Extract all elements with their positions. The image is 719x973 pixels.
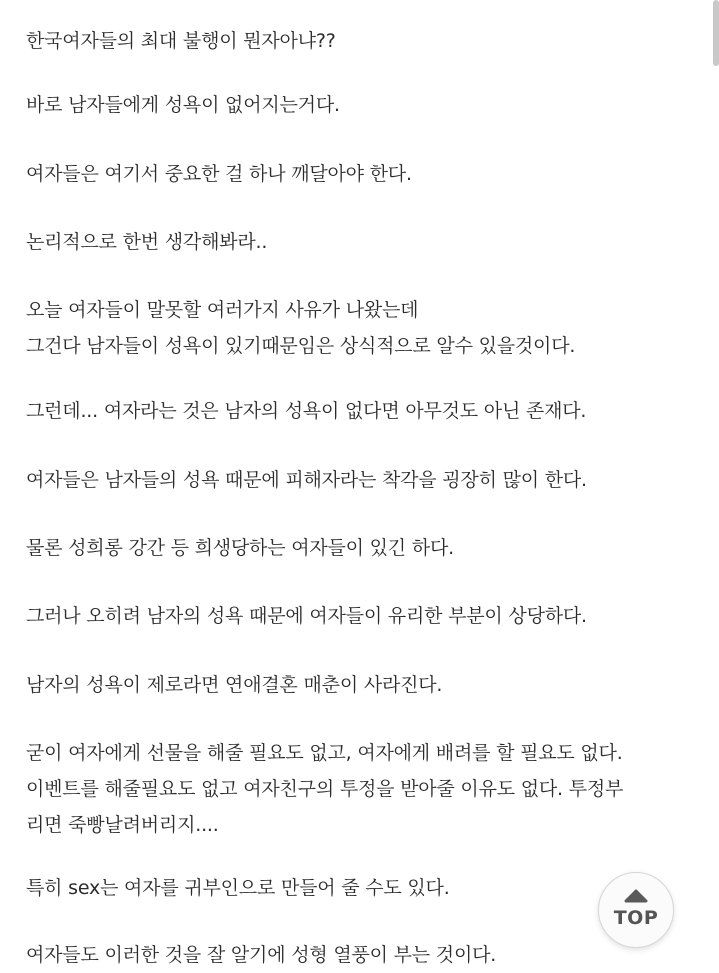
- scroll-to-top-label: TOP: [613, 907, 659, 929]
- paragraph-line: 굳이 여자에게 선물을 해줄 필요도 없고, 여자에게 배려를 할 필요도 없다.: [26, 742, 623, 764]
- paragraph: [26, 598, 587, 634]
- paragraph-line: 오늘 여자들이 말못할 여러가지 사유가 나왔는데: [26, 299, 419, 321]
- scroll-to-top-button[interactable]: [598, 872, 674, 948]
- paragraph-line: 여자들은 여기서 중요한 걸 하나 깨달아야 한다.: [26, 163, 412, 185]
- paragraph: [26, 224, 267, 260]
- paragraph-line: 그러나 오히려 남자의 성욕 때문에 여자들이 유리한 부분이 상당하다.: [26, 605, 587, 627]
- paragraph: [26, 870, 450, 906]
- paragraph-line: 여자들은 남자들의 성욕 때문에 피해자라는 착각을 굉장히 많이 한다.: [26, 469, 587, 491]
- paragraph: [26, 735, 623, 843]
- paragraph: [26, 23, 336, 59]
- scrollbar-thumb[interactable]: [713, 0, 719, 66]
- paragraph-line: 한국여자들의 최대 불행이 뭔자아냐??: [26, 30, 336, 52]
- paragraph-line: 이벤트를 해줄필요도 없고 여자친구의 투정을 받아줄 이유도 없다. 투정부: [26, 778, 624, 800]
- paragraph: [26, 156, 412, 192]
- paragraph: [26, 667, 442, 703]
- paragraph-line: 특히 sex는 여자를 귀부인으로 만들어 줄 수도 있다.: [26, 877, 450, 899]
- paragraph-line: 남자의 성욕이 제로라면 연애결혼 매춘이 사라진다.: [26, 674, 443, 696]
- paragraph: [26, 292, 575, 364]
- chevron-up-icon: [624, 889, 648, 903]
- paragraph: [26, 87, 340, 123]
- paragraph-line: 바로 남자들에게 성욕이 없어지는거다.: [26, 94, 340, 116]
- paragraph: [26, 530, 454, 566]
- paragraph-line: 그런데... 여자라는 것은 남자의 성욕이 없다면 아무것도 아닌 존재다.: [26, 400, 587, 422]
- paragraph-line: 그건다 남자들이 성욕이 있기때문임은 상식적으로 알수 있을것이다.: [26, 335, 576, 357]
- paragraph-line: 리면 죽빵날려버리지....: [26, 814, 219, 836]
- paragraph-line: 여자들도 이러한 것을 잘 알기에 성형 열풍이 부는 것이다.: [26, 944, 497, 966]
- paragraph-line: 논리적으로 한번 생각해봐라..: [26, 231, 268, 253]
- paragraph: [26, 937, 496, 973]
- paragraph: [26, 393, 586, 429]
- paragraph: [26, 462, 587, 498]
- paragraph-line: 물론 성희롱 강간 등 희생당하는 여자들이 있긴 하다.: [26, 537, 454, 559]
